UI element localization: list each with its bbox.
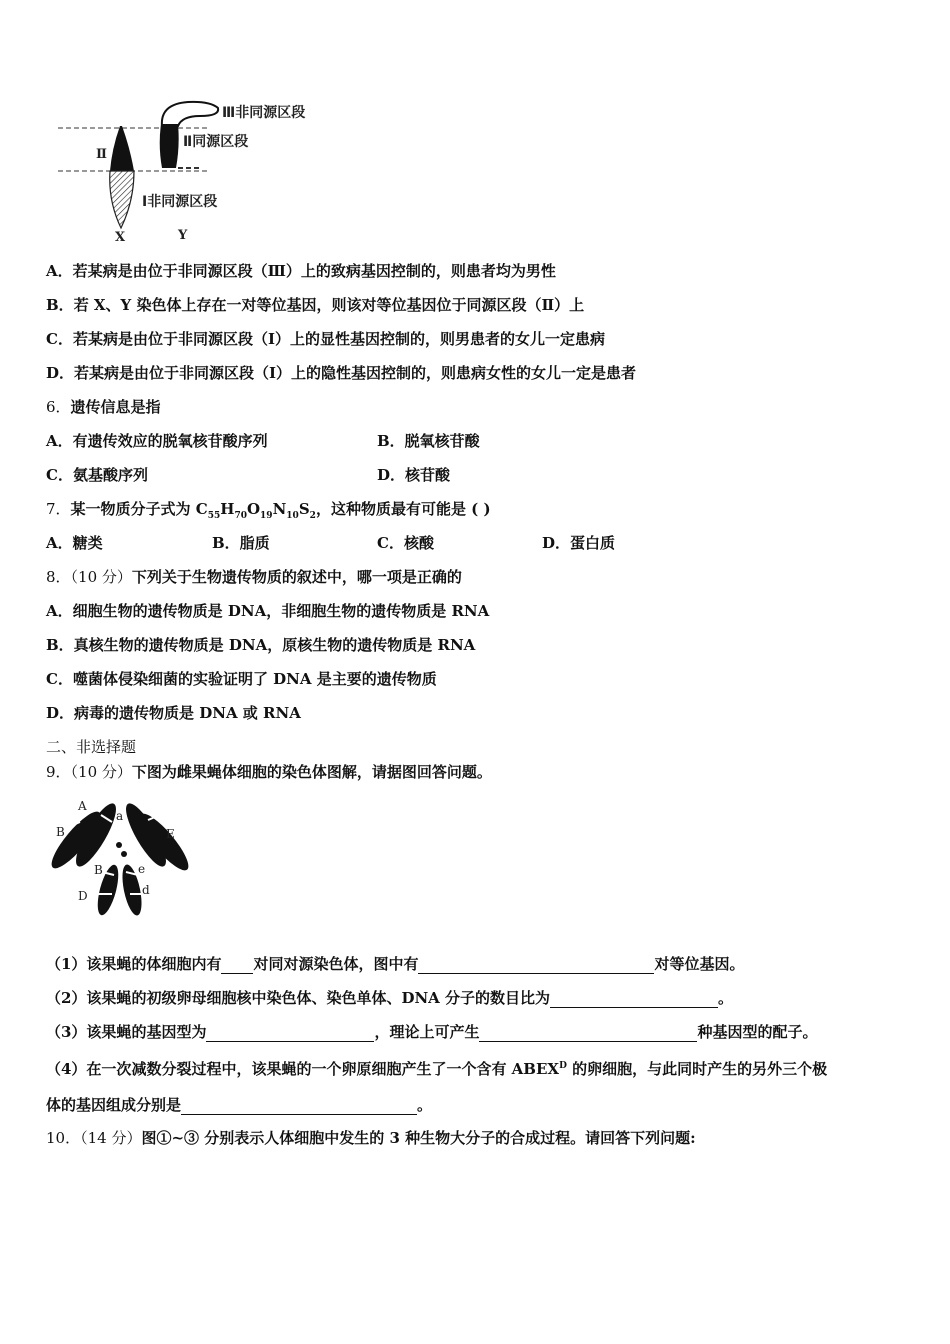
q7-option-d: D．蛋白质	[542, 534, 616, 552]
q7-option-c: C．核酸	[377, 534, 434, 552]
gene-label-B-mid: B	[94, 863, 103, 877]
q6-option-c: C．氨基酸序列	[46, 466, 148, 484]
fruitfly-chromosome-figure	[46, 790, 196, 920]
q8-option-b: B．真核生物的遗传物质是 DNA，原核生物的遗传物质是 RNA	[46, 636, 476, 654]
label-y: Y	[178, 228, 188, 243]
answer-blank[interactable]	[206, 1025, 374, 1042]
answer-blank[interactable]	[221, 957, 253, 974]
q5-option-d: D．若某病是由位于非同源区段（I）上的隐性基因控制的，则患病女性的女儿一定是患者	[46, 364, 637, 382]
gene-label-d: d	[142, 883, 150, 897]
gene-label-e: e	[138, 862, 146, 876]
q5-option-a: A．若某病是由位于非同源区段（Ⅲ）上的致病基因控制的，则患者均为男性	[46, 262, 556, 280]
answer-blank[interactable]	[479, 1025, 697, 1042]
q9-part-1: （1）该果蝇的体细胞内有 对同对源染色体，图中有 对等位基因。	[46, 955, 745, 973]
y-chromosome-hook	[162, 102, 218, 126]
answer-blank[interactable]	[550, 991, 718, 1008]
q7-option-b: B．脂质	[212, 534, 270, 552]
q9-part-2: （2）该果蝇的初级卵母细胞核中染色体、染色单体、DNA 分子的数目比为 。	[46, 989, 734, 1007]
q8-option-d: D．病毒的遗传物质是 DNA 或 RNA	[46, 704, 301, 722]
q8-stem: 8．（10 分）下列关于生物遗传物质的叙述中，哪一项是正确的	[46, 568, 462, 586]
label-x: X	[115, 230, 126, 245]
gene-label-B-top: B	[56, 825, 65, 839]
q6-stem: 6．遗传信息是指	[46, 398, 161, 416]
answer-blank[interactable]	[418, 957, 654, 974]
q8-option-c: C．噬菌体侵染细菌的实验证明了 DNA 是主要的遗传物质	[46, 670, 437, 688]
q6-option-b: B．脱氧核苷酸	[377, 432, 480, 450]
q10-stem: 10．（14 分）图①~③ 分别表示人体细胞中发生的 3 种生物大分子的合成过程。请回答下列问题:	[46, 1129, 696, 1147]
q9-part-4-cont: 体的基因组成分别是 。	[46, 1096, 433, 1114]
section-heading: 二、非选择题	[46, 738, 137, 756]
q8-option-a: A．细胞生物的遗传物质是 DNA，非细胞生物的遗传物质是 RNA	[46, 602, 490, 620]
q5-option-b: B．若 X、Y 染色体上存在一对等位基因，则该对等位基因位于同源区段（Ⅱ）上	[46, 296, 585, 314]
q9-stem: 9．（10 分）下图为雌果蝇体细胞的染色体图解，请据图回答问题。	[46, 763, 492, 781]
label-I: Ⅰ非同源区段	[142, 194, 218, 210]
label-II-left: Ⅱ	[96, 147, 107, 162]
xy-chromosome-figure	[50, 96, 350, 246]
q9-part-3: （3）该果蝇的基因型为 ，理论上可产生 种基因型的配子。	[46, 1023, 818, 1041]
q7-option-a: A．糖类	[46, 534, 103, 552]
label-II: Ⅱ同源区段	[183, 134, 249, 150]
x-chromosome-hatched	[110, 171, 134, 228]
q7-stem: 7．某一物质分子式为 $C_{55}H_{70}O_{19}N_{10}S_2$，这种物质最有可能是 ( )	[46, 500, 491, 521]
gene-label-A: A	[78, 799, 87, 813]
q5-option-c: C．若某病是由位于非同源区段（I）上的显性基因控制的，则男患者的女儿一定患病	[46, 330, 605, 348]
gene-label-E: E	[166, 827, 175, 841]
answer-blank[interactable]	[181, 1098, 417, 1115]
x-chromosome-solid	[110, 126, 134, 171]
y-chromosome-solid	[160, 124, 179, 168]
q6-option-a: A．有遗传效应的脱氧核苷酸序列	[46, 432, 268, 450]
gene-label-D: D	[78, 889, 88, 903]
q9-part-4: （4）在一次减数分裂过程中，该果蝇的一个卵原细胞产生了一个含有 $ABEX^D$ 的卵细胞，与此同时产生的另外三个极	[46, 1060, 828, 1078]
gene-label-a: a	[116, 809, 124, 823]
label-III: Ⅲ非同源区段	[222, 105, 306, 121]
q6-option-d: D．核苷酸	[377, 466, 451, 484]
